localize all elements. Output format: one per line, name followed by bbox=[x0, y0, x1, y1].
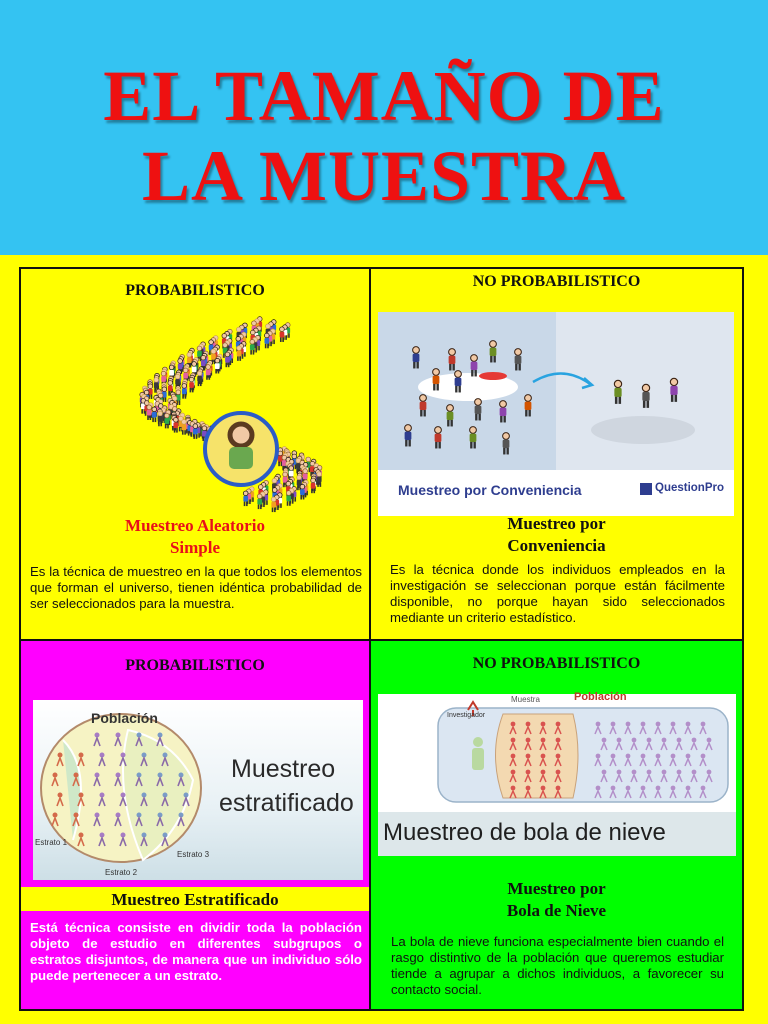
person-figure bbox=[435, 427, 442, 449]
panel-snowball bbox=[371, 641, 742, 1009]
image-label-sample: Muestra bbox=[511, 695, 540, 704]
image-label-researcher: Investigador bbox=[447, 712, 486, 719]
image-title-line-1: Muestreo bbox=[231, 755, 336, 783]
panel-subheading bbox=[21, 515, 369, 559]
person-figure bbox=[447, 405, 454, 427]
panel-subheading bbox=[371, 878, 742, 922]
person-figure bbox=[164, 413, 169, 428]
subheading-line-1: Muestreo Aleatorio bbox=[125, 516, 265, 535]
person-figure bbox=[271, 497, 276, 512]
title-line-2: LA MUESTRA bbox=[141, 136, 627, 216]
researcher-figure bbox=[472, 737, 484, 770]
panel-stratified bbox=[21, 641, 371, 1009]
convenience-illustration bbox=[378, 312, 734, 516]
person-figure bbox=[152, 407, 157, 422]
person-figure bbox=[614, 380, 621, 404]
image-caption: Muestreo de bola de nieve bbox=[383, 819, 666, 846]
selected-person-highlight bbox=[205, 413, 277, 485]
person-figure bbox=[193, 424, 198, 439]
image-label-strata-2: Estrato 2 bbox=[105, 868, 138, 877]
subheading-line-1: Muestreo por bbox=[507, 514, 606, 533]
snowball-illustration bbox=[378, 691, 736, 856]
person-figure bbox=[264, 333, 269, 348]
questionpro-logo-icon bbox=[640, 483, 652, 495]
person-figure bbox=[286, 491, 291, 506]
crowd-illustration bbox=[91, 307, 341, 517]
person-figure bbox=[250, 339, 255, 354]
page-title bbox=[0, 56, 768, 216]
panel-heading: PROBABILISTICO bbox=[125, 282, 265, 299]
person-figure bbox=[525, 395, 532, 417]
panel-heading: PROBABILISTICO bbox=[125, 657, 265, 674]
panel-heading: NO PROBABILISTICO bbox=[472, 273, 641, 290]
person-figure bbox=[182, 384, 187, 399]
person-figure bbox=[475, 399, 482, 421]
panel-random-simple bbox=[21, 269, 371, 641]
image-caption: Muestreo por Conveniencia bbox=[398, 482, 582, 498]
panel-body: La bola de nieve funciona especialmente bien cuando el rasgo distintivo de la población que queremos estudiar tiende a agrupar a dichos individuos, a favorecer su contacto social. bbox=[391, 934, 724, 997]
person-figure bbox=[470, 427, 477, 449]
header-banner bbox=[0, 0, 768, 255]
person-figure bbox=[243, 491, 248, 506]
stratified-illustration bbox=[33, 700, 363, 880]
panel-heading: NO PROBABILISTICO bbox=[472, 655, 641, 672]
person-figure bbox=[257, 494, 262, 509]
panel-body: Es la técnica donde los individuos empleados en la investigación se seleccionan porque están fácilmente disponible, no porque hayan sido seleccionados mediante un criterio estadístico. bbox=[390, 562, 725, 625]
person-figure bbox=[405, 425, 412, 447]
image-label-population: Población bbox=[574, 691, 627, 703]
subheading-line-2: Bola de Nieve bbox=[506, 901, 607, 920]
person-figure bbox=[280, 327, 285, 342]
person-figure bbox=[490, 341, 497, 363]
sampling-grid bbox=[19, 267, 744, 1011]
person-figure bbox=[515, 349, 522, 371]
person-figure bbox=[642, 384, 649, 408]
person-figure bbox=[670, 378, 677, 402]
person-figure bbox=[158, 411, 163, 426]
panel-body: Es la técnica de muestreo en la que todos los elementos que forman el universo, tienen idéntica probabilidad de ser seleccionados para la muestra. bbox=[30, 564, 362, 611]
person-figure bbox=[449, 349, 456, 371]
image-title-line-2: estratificado bbox=[219, 789, 354, 817]
panel-subheading: Muestreo Estratificado bbox=[111, 890, 279, 909]
panel-body: Está técnica consiste en dividir toda la población objeto de estudio en diferentes subgrupos o estratos disjuntos, de manera que un individuo sólo puede pertenecer a un estrato. bbox=[30, 920, 362, 983]
subheading-line-1: Muestreo por bbox=[507, 879, 606, 898]
person-figure bbox=[503, 433, 510, 455]
image-label-population: Población bbox=[91, 710, 158, 726]
person-figure bbox=[413, 347, 420, 369]
person-figure bbox=[237, 346, 242, 361]
image-label-strata-1: Estrato 1 bbox=[35, 838, 68, 847]
subheading-line-2: Simple bbox=[169, 538, 221, 557]
title-line-1: EL TAMAÑO DE bbox=[103, 56, 665, 136]
panel-convenience bbox=[371, 269, 742, 641]
person-figure bbox=[500, 401, 507, 423]
person-figure bbox=[420, 395, 427, 417]
panel-subheading bbox=[371, 513, 742, 557]
image-label-strata-3: Estrato 3 bbox=[177, 850, 210, 859]
image-title bbox=[219, 752, 354, 820]
logo-text: QuestionPro bbox=[655, 482, 725, 494]
person-figure bbox=[182, 420, 187, 435]
subheading-line-2: Conveniencia bbox=[507, 536, 606, 555]
